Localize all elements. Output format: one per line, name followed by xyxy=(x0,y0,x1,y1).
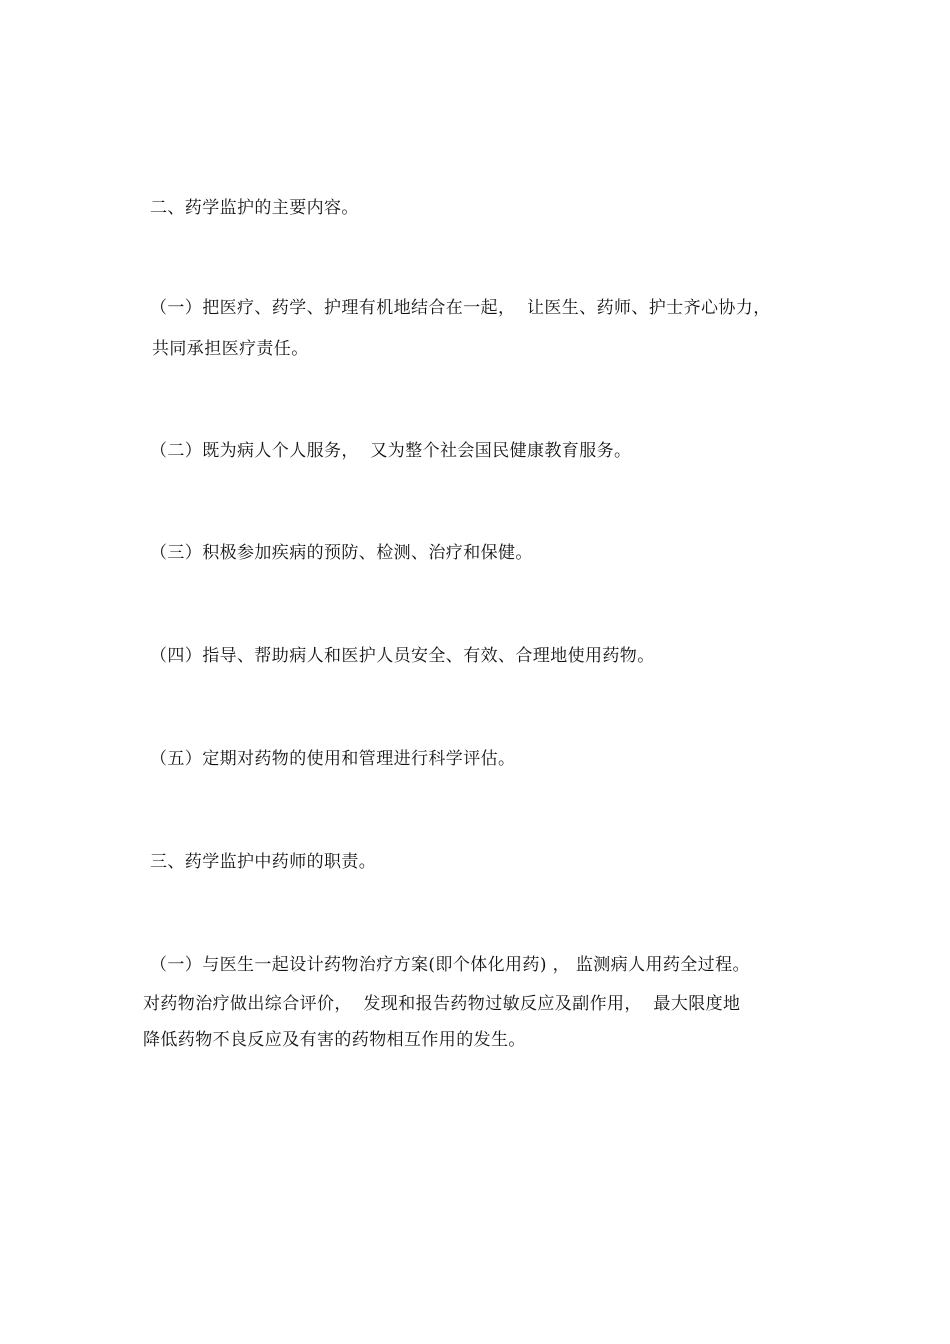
section-heading-3: 三、药学监护中药师的职责。 xyxy=(150,852,377,872)
item-4-line-1: （四）指导、帮助病人和医护人员安全、有效、合理地使用药物。 xyxy=(150,646,655,666)
section-heading-2: 二、药学监护的主要内容。 xyxy=(150,198,359,218)
item-1-line-2: 共同承担医疗责任。 xyxy=(152,339,309,359)
duty-1-line-1: （一）与医生一起设计药物治疗方案(即个体化用药) ， 监测病人用药全过程。 xyxy=(150,955,750,975)
item-5-line-1: （五）定期对药物的使用和管理进行科学评估。 xyxy=(150,749,516,769)
duty-1-line-3: 降低药物不良反应及有害的药物相互作用的发生。 xyxy=(143,1030,526,1050)
item-3-line-1: （三）积极参加疾病的预防、检测、治疗和保健。 xyxy=(150,543,533,563)
item-2-line-1: （二）既为病人个人服务， 又为整个社会国民健康教育服务。 xyxy=(150,441,632,461)
item-1-line-1: （一）把医疗、药学、护理有机地结合在一起， 让医生、药师、护士齐心协力， xyxy=(150,298,771,318)
duty-1-line-2: 对药物治疗做出综合评价， 发现和报告药物过敏反应及副作用， 最大限度地 xyxy=(143,994,741,1014)
